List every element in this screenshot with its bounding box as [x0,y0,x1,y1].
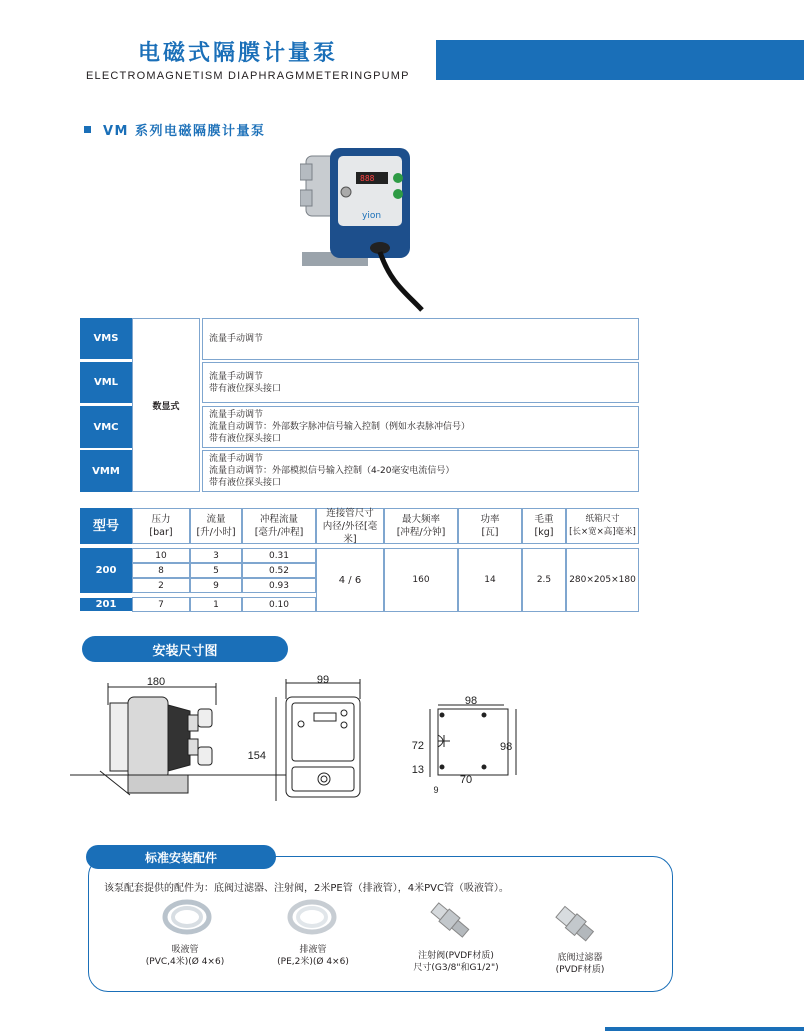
table-cell: 10 [132,548,190,563]
base-height-label: 98 [500,741,513,753]
spec-header-unit: [瓦] [481,527,499,538]
table-cell: 2 [132,578,190,593]
model-label-vmc: VMC [80,406,132,448]
spec-header-unit: [冲程/分钟] [396,527,446,538]
spec-header-pressure [132,508,190,544]
accessory-name: 排液管 [299,945,327,955]
pump-product-image [300,142,430,312]
spec-header-unit: [毫升/冲程] [254,527,304,538]
desc-line: 带有液位探头接口 [209,434,282,444]
table-cell: 0.52 [242,563,316,578]
base-hole-spacing-label: 70 [459,774,473,786]
spec-header-unit: [kg] [534,527,554,538]
table-cell: 3 [190,548,242,563]
accessory-suction-tube [135,944,235,968]
spec-header-unit: 内径/外径[毫米] [322,520,378,545]
model-desc-vml [202,362,639,403]
table-cell: 1 [190,597,242,612]
suction-tube-icon [160,896,214,938]
table-cell-frequency: 160 [384,548,458,612]
spec-header-flow [190,508,242,544]
base-offset-label: 9 [433,785,439,795]
pump-logo: yion [362,211,382,221]
side-width-label: 180 [146,676,166,688]
page-subtitle: ELECTROMAGNETISM DIAPHRAGMMETERINGPUMP [86,70,410,82]
model-desc-vmm [202,450,639,492]
model-label-vmm: VMM [80,450,132,492]
accessories-section-title: 标准安装配件 [86,845,276,869]
spec-header-carton [566,508,639,544]
bullet-icon [84,126,91,133]
spec-header-unit: [长×宽×高]毫米] [569,527,636,537]
desc-line: 带有液位探头接口 [209,478,282,488]
svg-text:888: 888 [360,174,375,183]
table-cell: 0.93 [242,578,316,593]
accessory-discharge-tube [263,944,363,968]
accessory-spec: 尺寸(G3/8"和G1/2") [413,963,499,973]
desc-line: 流量手动调节 [209,410,264,420]
injection-valve-icon [426,900,476,942]
desc-line: 带有液位探头接口 [209,383,282,394]
accessory-spec: (PVDF材质) [555,965,605,975]
table-cell-weight: 2.5 [522,548,566,612]
front-height-label: 154 [247,750,266,762]
spec-header-text: 连接管尺寸 [326,507,374,519]
spec-header-text: 压力 [151,514,171,525]
table-cell-connection: 4 / 6 [316,548,384,612]
desc-line: 流量手动调节 [209,334,264,344]
front-width-label: 99 [316,675,330,686]
accessory-injection-valve [396,950,516,974]
table-cell: 8 [132,563,190,578]
accessory-name: 底阀过滤器 [557,953,603,963]
model-label-vml: VML [80,362,132,403]
accessory-name: 吸液管 [171,945,199,955]
spec-header-weight [522,508,566,544]
spec-header-frequency [384,508,458,544]
table-cell: 0.31 [242,548,316,563]
base-width-label: 98 [464,695,478,707]
model-desc-vmc [202,406,639,448]
dimension-drawings [70,675,540,810]
footer-accent-bar [605,1027,804,1031]
front-view-drawing [230,679,360,801]
section-heading-text: VM 系列电磁隔膜计量泵 [103,124,266,139]
desc-line: 流量自动调节：外部模拟信号输入控制（4-20毫安电流信号） [209,466,455,476]
side-view-drawing [70,683,240,795]
accessory-spec: (PVC,4米)(Ø 4×6) [145,957,225,967]
spec-model-200: 200 [80,548,132,593]
spec-header-power [458,508,522,544]
desc-line: 流量手动调节 [209,371,264,382]
spec-header-text: 最大频率 [401,514,440,525]
accessory-name: 注射阀(PVDF材质) [418,951,494,961]
discharge-tube-icon [285,896,339,938]
desc-line: 流量手动调节 [209,454,264,464]
accessories-description: 该泵配套提供的配件为：底阀过滤器、注射阀，2米PE管（排液管），4米PVC管（吸液管）。 [104,883,509,894]
table-cell-carton: 280×205×180 [566,548,639,612]
spec-header-connection [316,508,384,544]
table-cell: 9 [190,578,242,593]
base-bottom-label: 13 [411,764,424,776]
model-label-vms: VMS [80,318,132,359]
foot-valve-filter-icon [552,904,598,944]
spec-header-text: 冲程流量 [259,514,298,525]
spec-header-text: 型号 [92,518,119,534]
section-heading [84,120,266,139]
base-left-label: 72 [411,740,424,752]
table-cell: 7 [132,597,190,612]
accessory-spec: (PE,2米)(Ø 4×6) [277,957,349,967]
dimensions-section-title: 安装尺寸图 [82,636,288,662]
model-desc-vms [202,318,639,360]
spec-header-text: 功率 [480,514,500,525]
header-accent-bar [436,40,804,80]
spec-model-201: 201 [80,598,132,611]
table-cell: 0.10 [242,597,316,612]
accessory-foot-valve-filter [530,952,630,976]
spec-header-unit: [升/小时] [196,527,236,538]
table-cell: 5 [190,563,242,578]
spec-header-text: 毛重 [534,514,554,525]
display-type-cell: 数显式 [132,318,200,492]
spec-header-model [80,508,132,544]
table-cell-power: 14 [458,548,522,612]
spec-header-text: 纸箱尺寸 [585,514,620,524]
page-title: 电磁式隔膜计量泵 [138,41,339,66]
spec-header-stroke [242,508,316,544]
spec-header-unit: [bar] [149,527,173,538]
spec-header-text: 流量 [206,514,226,525]
desc-line: 流量自动调节：外部数字脉冲信号输入控制（例如水表脉冲信号） [209,422,471,432]
